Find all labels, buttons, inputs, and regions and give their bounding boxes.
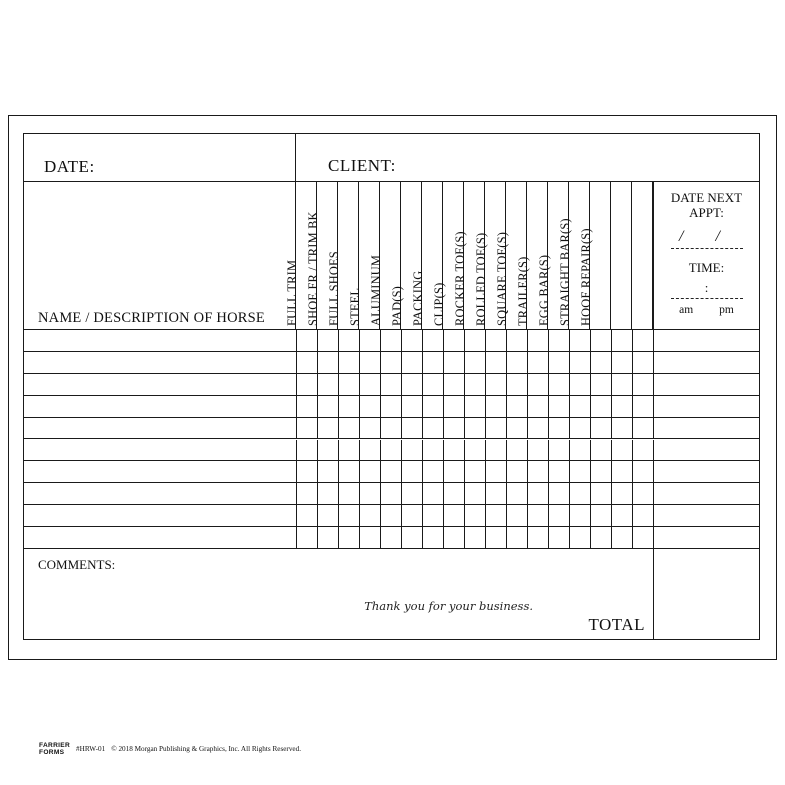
cell-divider bbox=[422, 505, 423, 526]
table-row[interactable] bbox=[24, 461, 759, 483]
cell-divider bbox=[611, 330, 612, 351]
cell-divider bbox=[548, 374, 549, 395]
cell-divider bbox=[401, 440, 402, 461]
cell-divider bbox=[485, 418, 486, 439]
cell-divider bbox=[548, 418, 549, 439]
cell-divider bbox=[527, 418, 528, 439]
service-column-header-15 bbox=[579, 182, 611, 330]
cell-divider bbox=[338, 374, 339, 395]
cell-divider bbox=[569, 527, 570, 548]
cell-divider bbox=[611, 527, 612, 548]
cell-divider bbox=[338, 505, 339, 526]
cell-divider bbox=[527, 527, 528, 548]
cell-divider bbox=[464, 330, 465, 351]
cell-divider bbox=[506, 505, 507, 526]
total-label: TOTAL bbox=[588, 615, 645, 634]
cell-divider bbox=[632, 330, 633, 351]
cell-divider bbox=[359, 527, 360, 548]
cell-divider bbox=[422, 396, 423, 417]
cell-divider bbox=[296, 483, 297, 504]
cell-divider bbox=[359, 374, 360, 395]
service-column-label: STEEL bbox=[348, 287, 362, 326]
cell-divider bbox=[296, 396, 297, 417]
cell-divider bbox=[380, 418, 381, 439]
comments-label: COMMENTS: bbox=[38, 557, 116, 572]
cell-divider bbox=[359, 505, 360, 526]
cell-divider bbox=[401, 483, 402, 504]
cell-divider bbox=[506, 330, 507, 351]
cell-divider bbox=[296, 330, 297, 351]
cell-divider bbox=[548, 330, 549, 351]
cell-divider bbox=[422, 527, 423, 548]
date-label: DATE: bbox=[44, 157, 95, 176]
cell-divider bbox=[317, 374, 318, 395]
service-column-label: ALUMINUM bbox=[369, 254, 383, 326]
cell-divider bbox=[380, 374, 381, 395]
footer-appointment-cell[interactable] bbox=[653, 549, 759, 639]
cell-divider bbox=[548, 461, 549, 482]
service-column-label: FULL SHOES bbox=[327, 251, 341, 326]
cell-divider bbox=[527, 352, 528, 373]
cell-divider bbox=[443, 396, 444, 417]
cell-divider bbox=[485, 461, 486, 482]
service-column-label: ROCKER TOE(S) bbox=[453, 231, 467, 326]
form-header-row bbox=[24, 134, 759, 182]
cell-divider bbox=[653, 483, 654, 504]
cell-divider bbox=[296, 418, 297, 439]
cell-divider bbox=[443, 483, 444, 504]
cell-divider bbox=[443, 330, 444, 351]
cell-divider bbox=[338, 396, 339, 417]
cell-divider bbox=[317, 505, 318, 526]
service-column-label: TRAILER(S) bbox=[516, 256, 530, 326]
cell-divider bbox=[338, 461, 339, 482]
date-field-block[interactable] bbox=[24, 134, 296, 181]
cell-divider bbox=[632, 461, 633, 482]
cell-divider bbox=[527, 461, 528, 482]
cell-divider bbox=[485, 330, 486, 351]
cell-divider bbox=[611, 505, 612, 526]
publisher-credit bbox=[39, 742, 301, 756]
cell-divider bbox=[527, 483, 528, 504]
cell-divider bbox=[338, 418, 339, 439]
cell-divider bbox=[338, 483, 339, 504]
cell-divider bbox=[611, 396, 612, 417]
cell-divider bbox=[527, 374, 528, 395]
cell-divider bbox=[653, 330, 654, 351]
cell-divider bbox=[464, 483, 465, 504]
cell-divider bbox=[464, 527, 465, 548]
form-grid bbox=[24, 182, 759, 639]
cell-divider bbox=[653, 418, 654, 439]
next-appointment-box[interactable] bbox=[653, 182, 759, 330]
cell-divider bbox=[653, 527, 654, 548]
cell-divider bbox=[401, 330, 402, 351]
service-column-label: SQUARE TOE(S) bbox=[495, 231, 509, 326]
cell-divider bbox=[611, 374, 612, 395]
cell-divider bbox=[485, 483, 486, 504]
cell-divider bbox=[569, 440, 570, 461]
service-column-label: FULL TRIM bbox=[285, 259, 299, 326]
cell-divider bbox=[359, 396, 360, 417]
cell-divider bbox=[569, 330, 570, 351]
table-row[interactable] bbox=[24, 483, 759, 505]
cell-divider bbox=[422, 483, 423, 504]
cell-divider bbox=[590, 396, 591, 417]
service-column-label: STRAIGHT BAR(S) bbox=[558, 218, 572, 326]
cell-divider bbox=[422, 461, 423, 482]
cell-divider bbox=[422, 352, 423, 373]
cell-divider bbox=[590, 505, 591, 526]
cell-divider bbox=[569, 396, 570, 417]
cell-divider bbox=[359, 330, 360, 351]
entry-rows bbox=[24, 330, 759, 549]
table-row[interactable] bbox=[24, 440, 759, 462]
cell-divider bbox=[401, 374, 402, 395]
appointment-time-rule bbox=[671, 298, 743, 299]
table-row[interactable] bbox=[24, 396, 759, 418]
form-footer bbox=[24, 549, 759, 639]
service-column-label: HOOF REPAIR(S) bbox=[579, 228, 593, 326]
cell-divider bbox=[632, 396, 633, 417]
cell-divider bbox=[422, 330, 423, 351]
cell-divider bbox=[506, 418, 507, 439]
cell-divider bbox=[464, 505, 465, 526]
cell-divider bbox=[401, 461, 402, 482]
cell-divider bbox=[443, 527, 444, 548]
cell-divider bbox=[653, 440, 654, 461]
cell-divider bbox=[590, 440, 591, 461]
cell-divider bbox=[317, 418, 318, 439]
table-row[interactable] bbox=[24, 352, 759, 374]
service-column-header-16 bbox=[611, 182, 632, 330]
cell-divider bbox=[548, 505, 549, 526]
copyright-text: © 2018 Morgan Publishing & Graphics, Inc. All Rights Reserved. bbox=[111, 745, 301, 754]
cell-divider bbox=[590, 330, 591, 351]
cell-divider bbox=[296, 374, 297, 395]
appointment-am-label[interactable]: am bbox=[679, 304, 694, 316]
cell-divider bbox=[506, 352, 507, 373]
cell-divider bbox=[296, 352, 297, 373]
cell-divider bbox=[485, 440, 486, 461]
table-row[interactable] bbox=[24, 527, 759, 549]
cell-divider bbox=[653, 374, 654, 395]
service-column-label: PAD(S) bbox=[390, 286, 404, 326]
cell-divider bbox=[611, 483, 612, 504]
cell-divider bbox=[611, 418, 612, 439]
cell-divider bbox=[317, 483, 318, 504]
cell-divider bbox=[443, 505, 444, 526]
table-row[interactable] bbox=[24, 330, 759, 352]
cell-divider bbox=[632, 440, 633, 461]
cell-divider bbox=[485, 396, 486, 417]
cell-divider bbox=[380, 440, 381, 461]
cell-divider bbox=[380, 527, 381, 548]
cell-divider bbox=[653, 352, 654, 373]
cell-divider bbox=[401, 418, 402, 439]
cell-divider bbox=[569, 461, 570, 482]
cell-divider bbox=[338, 330, 339, 351]
cell-divider bbox=[485, 505, 486, 526]
cell-divider bbox=[527, 440, 528, 461]
farrier-forms-logo bbox=[39, 742, 70, 756]
cell-divider bbox=[569, 505, 570, 526]
cell-divider bbox=[464, 418, 465, 439]
cell-divider bbox=[380, 330, 381, 351]
cell-divider bbox=[317, 330, 318, 351]
cell-divider bbox=[443, 374, 444, 395]
service-columns-header bbox=[285, 182, 653, 330]
cell-divider bbox=[464, 440, 465, 461]
cell-divider bbox=[632, 483, 633, 504]
appointment-ampm bbox=[654, 304, 759, 316]
cell-divider bbox=[338, 352, 339, 373]
cell-divider bbox=[527, 396, 528, 417]
cell-divider bbox=[506, 461, 507, 482]
cell-divider bbox=[380, 352, 381, 373]
form-sku: #HRW-01 bbox=[76, 745, 106, 754]
service-column-label: PACKING bbox=[411, 270, 425, 326]
cell-divider bbox=[485, 352, 486, 373]
cell-divider bbox=[653, 505, 654, 526]
cell-divider bbox=[464, 461, 465, 482]
cell-divider bbox=[590, 527, 591, 548]
farrier-service-form bbox=[23, 133, 760, 640]
horse-name-column-label: NAME / DESCRIPTION OF HORSE bbox=[38, 310, 265, 326]
thank-you-note: Thank you for your business. bbox=[364, 599, 533, 613]
cell-divider bbox=[464, 396, 465, 417]
cell-divider bbox=[296, 440, 297, 461]
client-label: CLIENT: bbox=[328, 156, 396, 175]
appointment-title-line2: APPT: bbox=[689, 205, 724, 220]
cell-divider bbox=[569, 374, 570, 395]
service-column-label: SHOE FR / TRIM BK bbox=[306, 211, 320, 326]
cell-divider bbox=[590, 352, 591, 373]
appointment-date-rule bbox=[671, 248, 743, 249]
horse-name-column-header bbox=[24, 182, 296, 330]
appointment-pm-label[interactable]: pm bbox=[719, 304, 734, 316]
appointment-title bbox=[654, 190, 759, 220]
cell-divider bbox=[317, 461, 318, 482]
cell-divider bbox=[401, 505, 402, 526]
form-outer-border bbox=[8, 115, 777, 757]
cell-divider bbox=[632, 418, 633, 439]
cell-divider bbox=[359, 483, 360, 504]
column-header-band bbox=[24, 182, 759, 330]
appointment-title-line1: DATE NEXT bbox=[670, 190, 743, 205]
appointment-time-label: TIME: bbox=[688, 260, 725, 275]
cell-divider bbox=[464, 374, 465, 395]
table-row[interactable] bbox=[24, 418, 759, 440]
cell-divider bbox=[443, 461, 444, 482]
cell-divider bbox=[485, 527, 486, 548]
cell-divider bbox=[653, 461, 654, 482]
cell-divider bbox=[401, 352, 402, 373]
cell-divider bbox=[548, 440, 549, 461]
cell-divider bbox=[296, 461, 297, 482]
service-column-header-17 bbox=[632, 182, 653, 330]
cell-divider bbox=[359, 352, 360, 373]
cell-divider bbox=[317, 440, 318, 461]
cell-divider bbox=[443, 352, 444, 373]
service-column-label: EGG BAR(S) bbox=[537, 254, 551, 326]
cell-divider bbox=[296, 505, 297, 526]
table-row[interactable] bbox=[24, 374, 759, 396]
cell-divider bbox=[380, 396, 381, 417]
cell-divider bbox=[590, 418, 591, 439]
cell-divider bbox=[338, 527, 339, 548]
appointment-date-slashes: / / bbox=[679, 228, 734, 245]
table-row[interactable] bbox=[24, 505, 759, 527]
cell-divider bbox=[590, 483, 591, 504]
cell-divider bbox=[422, 374, 423, 395]
cell-divider bbox=[527, 330, 528, 351]
cell-divider bbox=[569, 483, 570, 504]
cell-divider bbox=[590, 374, 591, 395]
cell-divider bbox=[632, 505, 633, 526]
cell-divider bbox=[359, 461, 360, 482]
cell-divider bbox=[485, 374, 486, 395]
cell-divider bbox=[611, 440, 612, 461]
cell-divider bbox=[401, 527, 402, 548]
cell-divider bbox=[338, 440, 339, 461]
brand-line-2: FORMS bbox=[39, 749, 65, 757]
cell-divider bbox=[443, 418, 444, 439]
cell-divider bbox=[359, 440, 360, 461]
cell-divider bbox=[632, 352, 633, 373]
cell-divider bbox=[548, 527, 549, 548]
service-column-label: ROLLED TOE(S) bbox=[474, 232, 488, 326]
cell-divider bbox=[380, 461, 381, 482]
cell-divider bbox=[317, 352, 318, 373]
cell-divider bbox=[506, 396, 507, 417]
cell-divider bbox=[548, 352, 549, 373]
brand-line-1: FARRIER bbox=[39, 742, 71, 749]
cell-divider bbox=[317, 527, 318, 548]
cell-divider bbox=[506, 527, 507, 548]
cell-divider bbox=[632, 527, 633, 548]
cell-divider bbox=[590, 461, 591, 482]
cell-divider bbox=[359, 418, 360, 439]
cell-divider bbox=[380, 483, 381, 504]
comments-block[interactable] bbox=[24, 549, 653, 639]
cell-divider bbox=[317, 396, 318, 417]
cell-divider bbox=[569, 418, 570, 439]
cell-divider bbox=[611, 461, 612, 482]
cell-divider bbox=[653, 396, 654, 417]
cell-divider bbox=[296, 527, 297, 548]
cell-divider bbox=[506, 483, 507, 504]
cell-divider bbox=[443, 440, 444, 461]
service-column-label: CLIP(S) bbox=[432, 282, 446, 326]
cell-divider bbox=[422, 418, 423, 439]
cell-divider bbox=[569, 352, 570, 373]
client-field-block[interactable] bbox=[296, 134, 759, 181]
cell-divider bbox=[527, 505, 528, 526]
appointment-time-colon: : bbox=[704, 280, 709, 295]
cell-divider bbox=[506, 374, 507, 395]
cell-divider bbox=[464, 352, 465, 373]
cell-divider bbox=[380, 505, 381, 526]
cell-divider bbox=[632, 374, 633, 395]
cell-divider bbox=[401, 396, 402, 417]
cell-divider bbox=[611, 352, 612, 373]
cell-divider bbox=[548, 483, 549, 504]
cell-divider bbox=[548, 396, 549, 417]
cell-divider bbox=[506, 440, 507, 461]
cell-divider bbox=[422, 440, 423, 461]
